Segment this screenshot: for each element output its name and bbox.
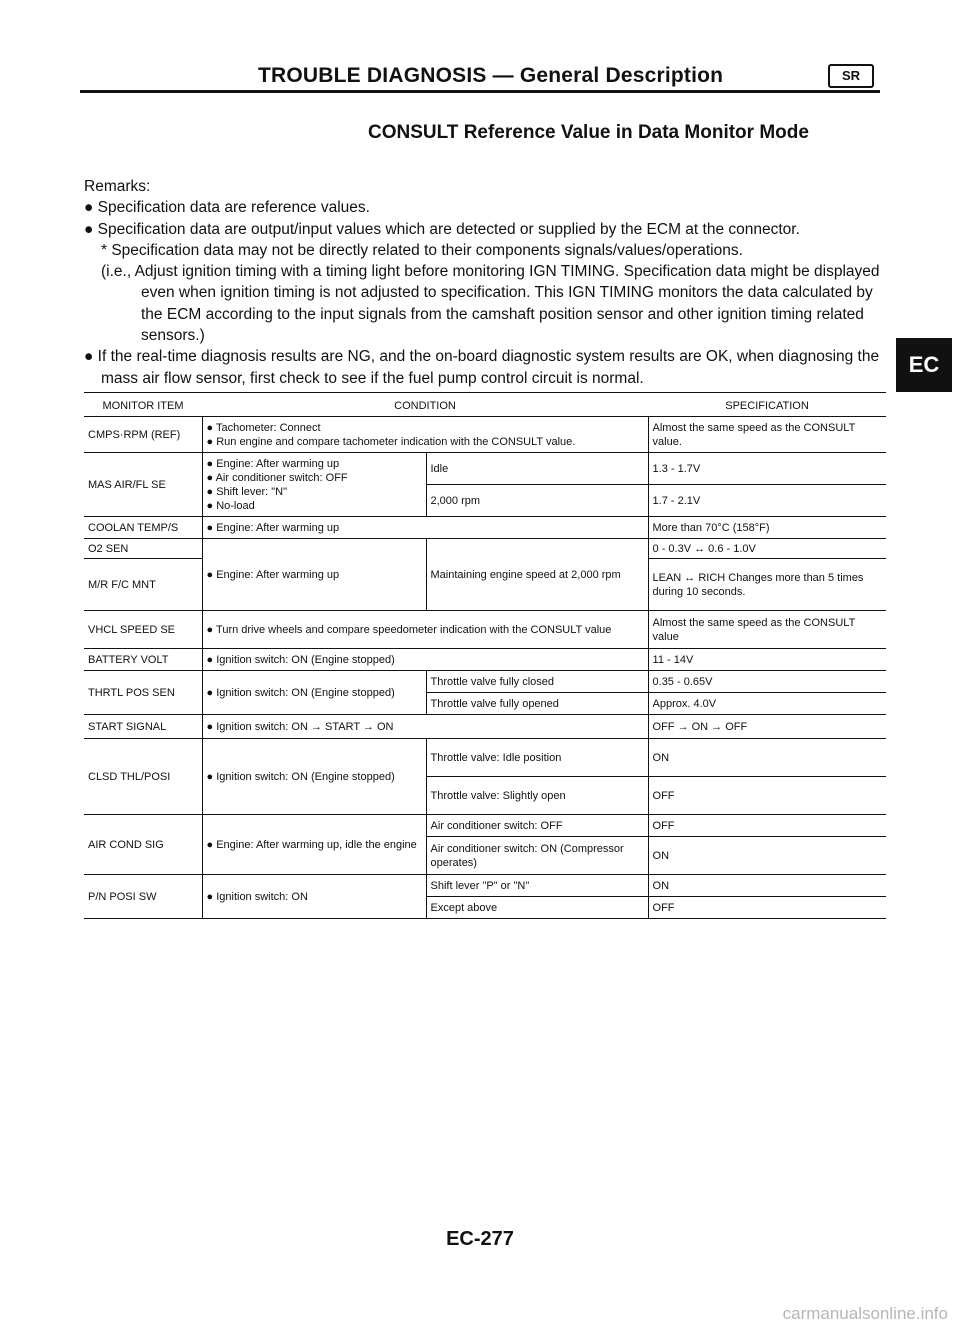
sub-condition-cell: Shift lever "P" or "N" — [426, 875, 648, 897]
condition-text: Turn drive wheels and compare speedometer indication with the CONSULT value — [216, 623, 612, 636]
specification-cell: OFF — [648, 777, 886, 815]
sub-condition-cell: Throttle valve fully opened — [426, 693, 648, 715]
site-watermark: carmanualsonline.info — [782, 1304, 948, 1323]
header-title: TROUBLE DIAGNOSIS — General Description — [258, 64, 724, 87]
specification-cell: LEAN ↔ RICH Changes more than 5 times during 10 seconds. — [648, 559, 886, 611]
remarks-block — [84, 176, 890, 389]
condition-text: Ignition switch: ON (Engine stopped) — [216, 770, 395, 783]
condition-text: Engine: After warming up — [216, 521, 340, 534]
sub-condition-cell: Except above — [426, 897, 648, 919]
specification-cell: Approx. 4.0V — [648, 693, 886, 715]
header-rule — [80, 90, 880, 93]
specification-cell: 0 - 0.3V ↔ 0.6 - 1.0V — [648, 539, 886, 559]
header-specification: SPECIFICATION — [648, 393, 886, 417]
condition-text: Ignition switch: ON — [216, 890, 308, 903]
sub-condition-cell: Throttle valve fully closed — [426, 671, 648, 693]
sub-condition-cell: Maintaining engine speed at 2,000 rpm — [426, 539, 648, 611]
remarks-bullet: ● If the real-time diagnosis results are NG, and the on-board diagnostic system results are OK, when diagnosing the mass air flow sensor, first check to see if the fuel pump control circuit is normal. — [84, 348, 880, 387]
remarks-bullet: ● Specification data are output/input values which are detected or supplied by the ECM at the connector. — [84, 220, 800, 238]
sub-condition-cell: Throttle valve: Idle position — [426, 739, 648, 777]
monitor-item: THRTL POS SEN — [84, 671, 202, 715]
sub-condition-cell: Air conditioner switch: OFF — [426, 815, 648, 837]
table-row — [84, 453, 886, 485]
specification-cell: OFF → ON → OFF — [648, 715, 886, 739]
remarks-note: (i.e., Adjust ignition timing with a timing light before monitoring IGN TIMING. Specification data might be displayed even when ignition timing is not adjusted to specification. This IGN TIMING monitors the data calculated by the ECM according to the input signals from the camshaft position sensor and other ignition timing related sensors.) — [101, 263, 880, 345]
specification-cell: ON — [648, 739, 886, 777]
table-row — [84, 649, 886, 671]
table-row — [84, 715, 886, 739]
table-row — [84, 739, 886, 777]
condition-text: Ignition switch: ON (Engine stopped) — [216, 653, 395, 666]
specification-cell: 1.3 - 1.7V — [648, 453, 886, 485]
table-row — [84, 611, 886, 649]
monitor-item: P/N POSI SW — [84, 875, 202, 919]
remarks-heading: Remarks: — [84, 178, 151, 195]
condition-cell: ● Ignition switch: ON (Engine stopped) — [202, 739, 426, 815]
specification-cell: 11 - 14V — [648, 649, 886, 671]
specification-cell: OFF — [648, 815, 886, 837]
monitor-item: CLSD THL/POSI — [84, 739, 202, 815]
condition-cell: ● Ignition switch: ON — [202, 875, 426, 919]
table-header-row — [84, 393, 886, 417]
monitor-item: M/R F/C MNT — [84, 559, 202, 611]
condition-cell: ● Engine: After warming up — [202, 517, 648, 539]
monitor-item: COOLAN TEMP/S — [84, 517, 202, 539]
condition-cell: ● Turn drive wheels and compare speedometer indication with the CONSULT value — [202, 611, 648, 649]
monitor-item: MAS AIR/FL SE — [84, 453, 202, 517]
condition-text: Ignition switch: ON → START → ON — [216, 720, 394, 733]
table-row — [84, 875, 886, 897]
remarks-note: * Specification data may not be directly related to their components signals/values/operations. — [101, 241, 743, 259]
reference-value-table — [84, 392, 886, 919]
specification-cell: 0.35 - 0.65V — [648, 671, 886, 693]
condition-text: Engine: After warming up — [216, 457, 340, 470]
remarks-bullet-text: If the real-time diagnosis results are NG, and the on-board diagnostic system results are OK, when diagnosing the mass air flow sensor, first check to see if the fuel pump control circuit is normal. — [97, 348, 880, 387]
monitor-item: O2 SEN — [84, 539, 202, 559]
specification-cell: 1.7 - 2.1V — [648, 485, 886, 517]
condition-text: Air conditioner switch: OFF — [215, 471, 348, 484]
condition-cell: ● Ignition switch: ON → START → ON — [202, 715, 648, 739]
monitor-item: AIR COND SIG — [84, 815, 202, 875]
table-row — [84, 539, 886, 559]
condition-cell: ● Engine: After warming up — [202, 539, 426, 611]
specification-cell: ON — [648, 875, 886, 897]
sub-condition-cell: Air conditioner switch: ON (Compressor operates) — [426, 837, 648, 875]
remarks-bullet-text: Specification data are output/input values which are detected or supplied by the ECM at the connector. — [97, 220, 800, 238]
condition-cell: ● Ignition switch: ON (Engine stopped) — [202, 671, 426, 715]
condition-text: Tachometer: Connect — [216, 421, 321, 434]
ec-section-tab: EC — [896, 338, 952, 392]
specification-cell: More than 70°C (158°F) — [648, 517, 886, 539]
condition-cell: ● Engine: After warming up, idle the engine — [202, 815, 426, 875]
remarks-bullet: ● Specification data are reference values. — [84, 199, 370, 217]
monitor-item: BATTERY VOLT — [84, 649, 202, 671]
condition-cell: ● Ignition switch: ON (Engine stopped) — [202, 649, 648, 671]
condition-text: Ignition switch: ON (Engine stopped) — [216, 686, 395, 699]
sub-condition-cell: Idle — [426, 453, 648, 485]
header-condition: CONDITION — [202, 393, 648, 417]
condition-text: Engine: After warming up — [216, 568, 340, 581]
condition-text: No-load — [216, 499, 255, 512]
page-number: EC-277 — [446, 1228, 514, 1250]
specification-cell: Almost the same speed as the CONSULT value. — [648, 417, 886, 453]
table-row — [84, 671, 886, 693]
condition-text: Shift lever: "N" — [216, 485, 287, 498]
section-title: CONSULT Reference Value in Data Monitor Mode — [368, 122, 809, 143]
monitor-item: START SIGNAL — [84, 715, 202, 739]
condition-text: Run engine and compare tachometer indication with the CONSULT value. — [216, 435, 576, 448]
table-row — [84, 417, 886, 453]
monitor-item: CMPS·RPM (REF) — [84, 417, 202, 453]
table-row — [84, 517, 886, 539]
page-header — [80, 62, 880, 92]
remarks-bullet-text: Specification data are reference values. — [97, 199, 370, 217]
condition-text: Engine: After warming up, idle the engine — [216, 838, 417, 851]
specification-cell: OFF — [648, 897, 886, 919]
specification-cell: Almost the same speed as the CONSULT value — [648, 611, 886, 649]
sub-condition-cell: 2,000 rpm — [426, 485, 648, 517]
sub-condition-cell: Throttle valve: Slightly open — [426, 777, 648, 815]
specification-cell: ON — [648, 837, 886, 875]
condition-cell: ● Tachometer: Connect ● Run engine and compare tachometer indication with the CONSULT value. — [202, 417, 648, 453]
monitor-item: VHCL SPEED SE — [84, 611, 202, 649]
condition-cell: ● Engine: After warming up ● Air conditioner switch: OFF ● Shift lever: "N" ● No-load — [202, 453, 426, 517]
table-row — [84, 815, 886, 837]
header-monitor-item: MONITOR ITEM — [84, 393, 202, 417]
section-badge: SR — [828, 64, 874, 88]
